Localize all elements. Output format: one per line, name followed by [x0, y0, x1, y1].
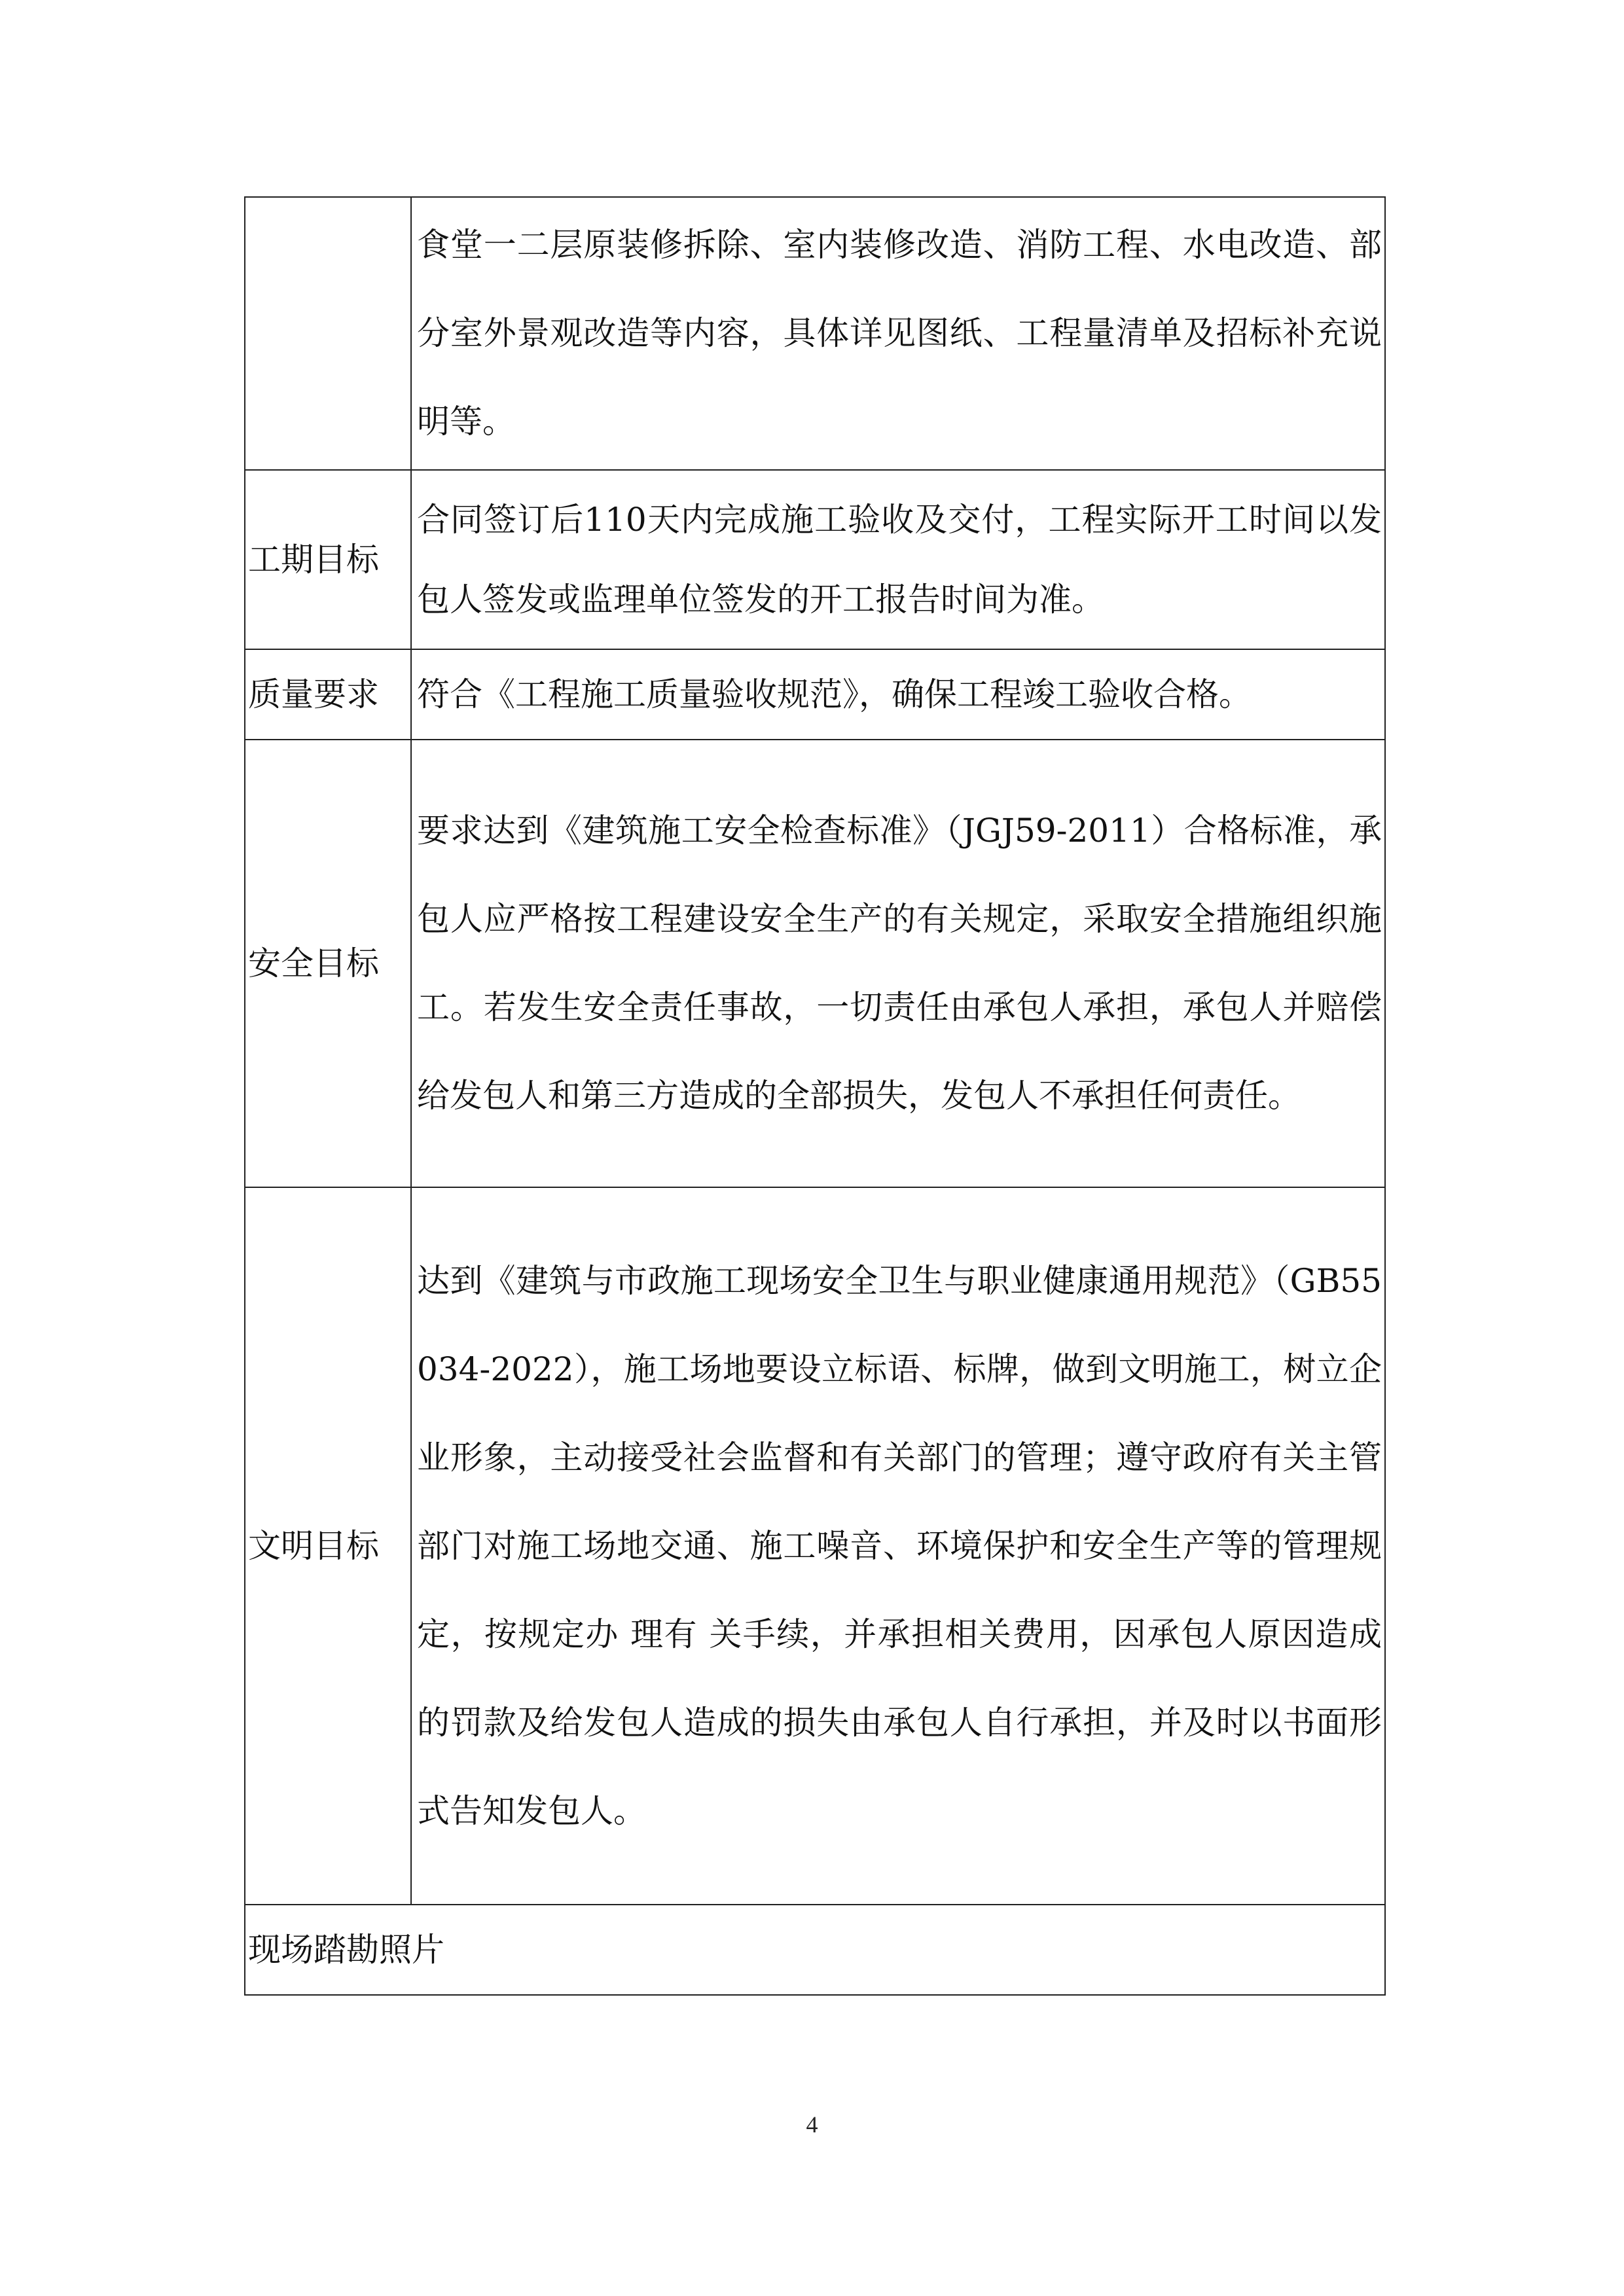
table-row-scope: [245, 197, 1385, 470]
period-text-cell: 合同签订后110天内完成施工验收及交付，工程实际开工时间以发包人签发或监理单位签发的开工报告时间为准。: [411, 470, 1385, 649]
page-number: 4: [806, 2111, 818, 2138]
safety-label-cell: 安全目标: [245, 740, 411, 1187]
table-row-quality: [245, 649, 1385, 740]
project-requirements-table: [244, 196, 1386, 1996]
table-row-safety: [245, 740, 1385, 1187]
table-row-site-photos: [245, 1905, 1385, 1995]
scope-text-cell: 食堂一二层原装修拆除、室内装修改造、消防工程、水电改造、部分室外景观改造等内容，具体详见图纸、工程量清单及招标补充说明等。: [411, 197, 1385, 470]
site-photos-label-cell: 现场踏勘照片: [245, 1905, 1385, 1995]
period-label-cell: 工期目标: [245, 470, 411, 649]
civilization-label-cell: 文明目标: [245, 1187, 411, 1905]
scope-label-cell: [245, 197, 411, 470]
quality-text-cell: 符合《工程施工质量验收规范》，确保工程竣工验收合格。: [411, 649, 1385, 740]
table-row-civilization: [245, 1187, 1385, 1905]
safety-text-cell: 要求达到《建筑施工安全检查标准》（JGJ59-2011）合格标准，承包人应严格按工程建设安全生产的有关规定，采取安全措施组织施工。若发生安全责任事故，一切责任由承包人承担，承包人并赔偿给发包人和第三方造成的全部损失，发包人不承担任何责任。: [411, 740, 1385, 1187]
table-row-period: [245, 470, 1385, 649]
civilization-text-cell: 达到《建筑与市政施工现场安全卫生与职业健康通用规范》（GB55034-2022），施工场地要设立标语、标牌，做到文明施工，树立企业形象，主动接受社会监督和有关部门的管理；遵守政府有关主管部门对施工场地交通、施工噪音、环境保护和安全生产等的管理规定，按规定办 理有 关手续，并承担相关费用，因承包人原因造成的罚款及给发包人造成的损失由承包人自行承担，并及时以书面形式告知发包人。: [411, 1187, 1385, 1905]
quality-label-cell: 质量要求: [245, 649, 411, 740]
